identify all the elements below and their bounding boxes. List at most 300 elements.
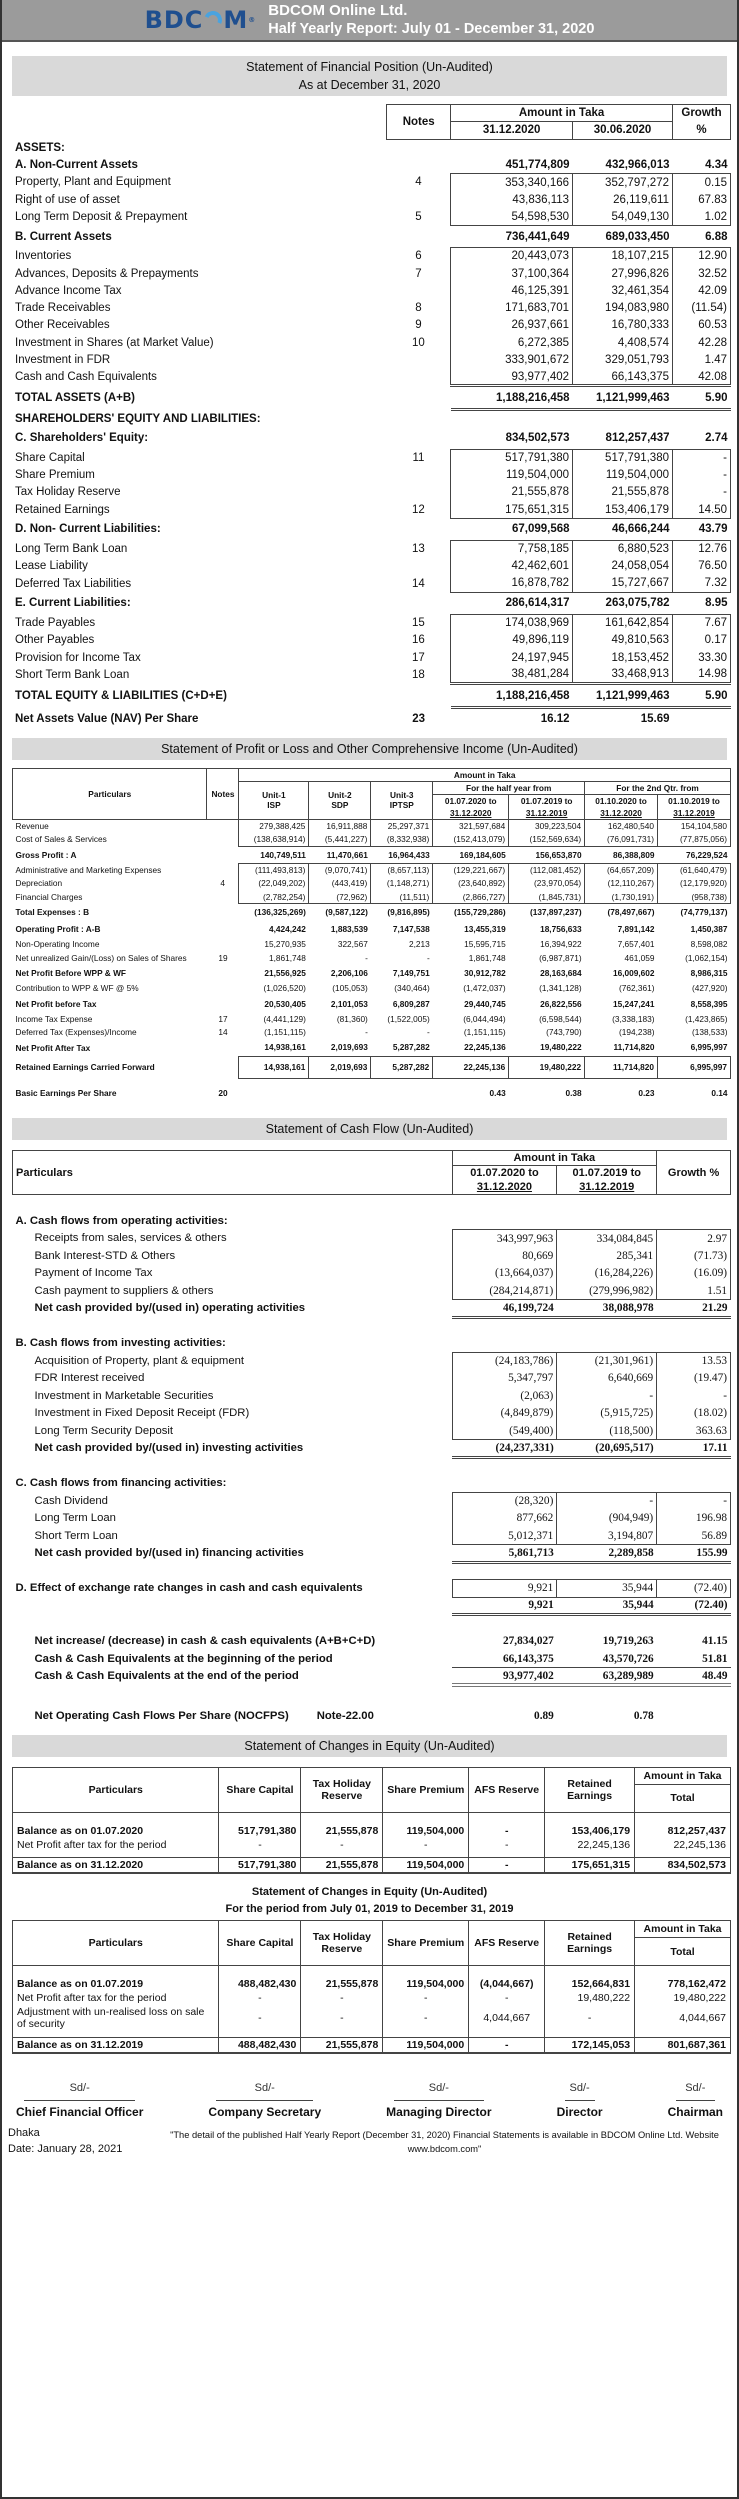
value-cell: 321,597,684	[433, 819, 509, 833]
value-cell: 21,556,925	[264, 968, 306, 979]
table-row	[12, 369, 731, 386]
row-label: Investment in FDR	[15, 354, 111, 366]
value-previous: 49,810,563	[573, 632, 673, 649]
value-growth: 14.50	[673, 501, 731, 518]
value-cell: 2,206,106	[330, 968, 368, 979]
value-previous: (16,284,226)	[557, 1265, 657, 1283]
table-row	[12, 248, 731, 265]
table-row	[13, 1838, 731, 1852]
value-growth: 43.79	[698, 523, 728, 536]
row-note	[207, 904, 239, 921]
section-heading: B. Cash flows from investing activities:	[15, 1337, 226, 1350]
value-cell: 7,149,751	[392, 968, 430, 979]
row-label: Investment in Fixed Deposit Receipt (FDR)	[34, 1407, 250, 1420]
col-particulars: Particulars	[13, 768, 207, 819]
value-previous: 689,033,450	[605, 230, 670, 243]
value-cell: 21,555,878	[301, 1812, 383, 1838]
value-previous: 161,642,854	[573, 614, 673, 631]
row-note: 12	[412, 503, 425, 516]
value-previous: 263,075,782	[605, 597, 670, 610]
value-cell: -	[219, 1838, 301, 1852]
table-row	[13, 1422, 731, 1440]
value-previous: 0.78	[633, 1709, 654, 1722]
row-note	[207, 890, 239, 904]
value-current: 16,878,782	[451, 575, 573, 592]
value-cell: (8,657,113)	[371, 863, 433, 877]
value-cell: 7,657,401	[617, 939, 655, 950]
row-label: Acquisition of Property, plant & equipment	[34, 1354, 245, 1367]
table-row	[12, 540, 731, 557]
row-label: Cash & Cash Equivalents at the end of the period	[34, 1670, 299, 1683]
value-current: 333,901,672	[451, 351, 573, 368]
row-note	[207, 938, 239, 952]
signature-block	[386, 2082, 491, 2119]
value-growth: 42.28	[673, 334, 731, 351]
row-label: Operating Profit : A-B	[15, 924, 101, 935]
value-previous: 66,143,375	[573, 369, 673, 386]
value-cell: 140,749,511	[260, 849, 306, 860]
value-cell: 30,912,782	[464, 968, 506, 979]
col-second-qtr: For the 2nd Qtr. from	[585, 781, 731, 794]
value-current: 27,834,027	[502, 1635, 554, 1648]
row-label: Investment in Shares (at Market Value)	[15, 336, 214, 349]
place: Dhaka	[8, 2126, 40, 2139]
value-cell	[239, 1078, 309, 1108]
value-cell: 21,555,878	[301, 2037, 383, 2053]
row-label: Financial Charges	[15, 891, 83, 902]
value-previous: 63,289,989	[557, 1668, 657, 1686]
table-row	[12, 666, 731, 683]
value-growth: 8.95	[705, 597, 728, 610]
signature-block	[208, 2082, 321, 2119]
value-cell: -	[427, 952, 430, 963]
row-label: Balance as on 01.07.2020	[13, 1812, 219, 1838]
table-row	[12, 518, 731, 540]
value-current: 5,861,713	[452, 1545, 557, 1563]
row-note: 13	[412, 543, 425, 556]
value-cell: 19,480,222	[635, 1991, 731, 2005]
col-date-2: 30.06.2020	[573, 122, 673, 139]
value-previous: 432,966,013	[605, 158, 670, 171]
col-half-year: For the half year from	[433, 781, 585, 794]
row-label: Retained Earnings Carried Forward	[15, 1062, 155, 1073]
row-label: Balance as on 31.12.2020	[13, 1858, 219, 1874]
table-row	[13, 877, 731, 891]
row-note	[207, 846, 239, 863]
value-cell: (1,151,115)	[264, 1027, 306, 1038]
value-cell: 0.14	[711, 1088, 728, 1099]
row-note	[207, 833, 239, 847]
value-growth: 76.50	[673, 558, 731, 575]
value-cell: -	[469, 1991, 545, 2005]
value-cell: (152,413,079)	[433, 833, 509, 847]
row-label: Advances, Deposits & Prepayments	[15, 267, 199, 280]
value-cell: (1,423,865)	[685, 1013, 728, 1024]
value-cell: 2,019,693	[330, 1042, 368, 1053]
row-label: Net Profit after tax for the period	[13, 1838, 219, 1852]
row-label: Advance Income Tax	[15, 284, 122, 297]
row-label: Gross Profit : A	[15, 849, 77, 860]
value-cell: 119,504,000	[383, 1812, 469, 1838]
row-label: Net cash provided by/(used in) investing activities	[34, 1442, 304, 1455]
row-note	[387, 518, 451, 540]
row-note	[387, 592, 451, 614]
row-note	[207, 921, 239, 938]
table-row	[12, 467, 731, 484]
row-label: Trade Receivables	[15, 302, 111, 315]
profit-loss-banner	[12, 738, 727, 760]
col-period-2: 01.07.2019 to	[509, 794, 585, 807]
row-label: Cash Dividend	[34, 1494, 108, 1507]
section-total	[13, 1440, 731, 1458]
value-cell	[309, 1078, 371, 1108]
value-current: 119,504,000	[451, 467, 573, 484]
col-date-1: 31.12.2020	[451, 122, 573, 139]
row-note: 10	[412, 336, 425, 349]
row-label: Inventories	[15, 250, 72, 263]
col-amount: Amount in Taka	[239, 768, 731, 781]
value-growth: 1.02	[673, 208, 731, 225]
value-cell: 156,653,870	[535, 849, 582, 860]
row-label: Net Profit before Tax	[15, 998, 97, 1009]
row-note	[387, 484, 451, 501]
table-row	[13, 819, 731, 833]
net-increase-row	[13, 1633, 731, 1651]
value-cell: (152,569,634)	[509, 833, 585, 847]
row-note: 20	[218, 1088, 228, 1099]
col-header: Share Capital	[219, 1921, 301, 1966]
row-label: Cash payment to suppliers & others	[34, 1284, 214, 1297]
value-cell: 1,450,387	[690, 924, 728, 935]
value-cell: 279,388,425	[239, 819, 309, 833]
value-cell: (340,464)	[394, 983, 430, 994]
value-cell: -	[427, 1027, 430, 1038]
company-name: BDCOM Online Ltd.	[268, 2, 408, 19]
col-header: Tax Holiday Reserve	[301, 1767, 383, 1812]
value-cell: -	[545, 2005, 635, 2031]
value-cell: (762,361)	[618, 983, 655, 994]
value-previous: 27,996,826	[573, 265, 673, 282]
value-previous: 35,944	[557, 1580, 657, 1598]
value-cell: -	[365, 952, 368, 963]
value-previous: 38,088,978	[557, 1300, 657, 1318]
value-growth: 5.90	[673, 386, 731, 410]
signature-block	[16, 2082, 143, 2119]
table-row	[12, 351, 731, 368]
value-current: (28,320)	[452, 1492, 557, 1510]
value-previous: 329,051,793	[573, 351, 673, 368]
col-unit-2: Unit-2 SDP	[309, 781, 371, 819]
value-growth: 33.30	[673, 649, 731, 666]
value-cell: 21,555,878	[301, 1858, 383, 1874]
value-cell: (9,070,741)	[309, 863, 371, 877]
value-current: 49,896,119	[451, 632, 573, 649]
value-cell: 169,184,605	[459, 849, 506, 860]
value-cell: (5,441,227)	[309, 833, 371, 847]
row-note: Note-22.00	[316, 1709, 374, 1722]
value-cell: -	[219, 1991, 301, 2005]
table-row	[13, 1247, 731, 1265]
value-current: 46,199,724	[452, 1300, 557, 1318]
date: Date: January 28, 2021	[8, 2142, 123, 2155]
value-growth: 13.53	[657, 1352, 731, 1370]
row-label: Net Operating Cash Flows Per Share (NOCFPS)	[34, 1709, 289, 1722]
value-current: 9,921	[452, 1580, 557, 1598]
value-growth: 41.15	[702, 1635, 728, 1648]
col-amount: Amount in Taka	[452, 1151, 657, 1166]
table-row	[13, 1056, 731, 1078]
value-cell: (4,044,667)	[469, 1966, 545, 1992]
value-current: 93,977,402	[452, 1668, 557, 1686]
value-cell: 834,502,573	[635, 1858, 731, 1874]
value-growth: 56.89	[657, 1527, 731, 1545]
value-cell: (22,049,202)	[239, 877, 309, 891]
value-cell: (2,782,254)	[239, 890, 309, 904]
value-cell: 11,714,820	[613, 1042, 655, 1053]
value-cell: 28,163,684	[540, 968, 582, 979]
value-cell: 19,480,222	[540, 1042, 582, 1053]
value-current: 54,598,530	[451, 208, 573, 225]
value-previous: 194,083,980	[573, 299, 673, 316]
col-total: Total	[635, 1938, 731, 1966]
value-cell: 517,791,380	[219, 1858, 301, 1874]
table-row	[13, 1527, 731, 1545]
value-cell: 4,044,667	[635, 2005, 731, 2031]
equity-heading: SHAREHOLDERS' EQUITY AND LIABILITIES:	[15, 412, 261, 425]
table-row	[13, 1387, 731, 1405]
value-cell: 2,101,053	[330, 998, 368, 1009]
value-cell: -	[383, 1838, 469, 1852]
nocfps-row	[13, 1707, 731, 1725]
col-amount: Amount in Taka	[635, 1921, 731, 1938]
row-label: Cash & Cash Equivalents at the beginning of the period	[34, 1652, 333, 1665]
value-cell: 162,480,540	[585, 819, 658, 833]
row-label: Total Expenses : B	[15, 907, 90, 918]
value-cell: 119,504,000	[383, 1966, 469, 1992]
value-growth: 51.81	[657, 1650, 731, 1668]
value-cell: (6,987,871)	[539, 952, 582, 963]
value-previous: 35,944	[557, 1597, 657, 1615]
value-previous: -	[557, 1492, 657, 1510]
col-period-1: 01.07.2020 to	[452, 1166, 557, 1181]
value-current: 9,921	[452, 1597, 557, 1615]
row-note: 9	[415, 319, 422, 332]
value-current: 171,683,701	[451, 299, 573, 316]
value-cell: 119,504,000	[383, 2037, 469, 2053]
row-label: FDR Interest received	[34, 1372, 145, 1385]
row-note	[387, 558, 451, 575]
value-cell: 13,455,319	[464, 924, 506, 935]
value-cell: 488,482,430	[219, 2037, 301, 2053]
value-cell: (112,081,452)	[509, 863, 585, 877]
table-row	[12, 449, 731, 466]
value-previous: 33,468,913	[573, 666, 673, 683]
value-cell: 0.23	[638, 1088, 655, 1099]
col-amount: Amount in Taka	[635, 1767, 731, 1784]
value-growth: 1.51	[657, 1282, 731, 1300]
signature-block	[668, 2082, 723, 2119]
row-label: Balance as on 31.12.2019	[13, 2037, 219, 2053]
signature-mark: Sd/-	[394, 2082, 483, 2101]
row-note	[387, 467, 451, 484]
row-note	[387, 369, 451, 386]
col-notes: Notes	[387, 105, 451, 140]
table-row	[12, 282, 731, 299]
value-growth: (72.40)	[657, 1597, 731, 1615]
table-row	[12, 501, 731, 518]
table-row	[12, 299, 731, 316]
table-row	[12, 208, 731, 225]
value-growth: 12.76	[673, 540, 731, 557]
value-cell: 322,567	[337, 939, 368, 950]
value-growth: 42.09	[673, 282, 731, 299]
table-row	[13, 904, 731, 921]
row-label: Depreciation	[15, 878, 63, 889]
table-row	[13, 921, 731, 938]
value-growth: -	[673, 467, 731, 484]
value-growth: 12.90	[673, 248, 731, 265]
value-cell: (1,730,191)	[585, 890, 658, 904]
value-previous: 6,640,669	[557, 1370, 657, 1388]
value-cell: -	[219, 2005, 301, 2031]
value-cell: (958,738)	[658, 890, 731, 904]
value-cell: 16,964,433	[388, 849, 430, 860]
value-growth: 1.47	[673, 351, 731, 368]
row-note	[207, 995, 239, 1012]
row-note	[207, 1039, 239, 1056]
row-label: Revenue	[15, 821, 49, 832]
table-row	[12, 156, 731, 173]
section-total	[13, 1300, 731, 1318]
value-cell: 2,213	[409, 939, 430, 950]
table-row	[13, 1039, 731, 1056]
col-notes: Notes	[207, 768, 239, 819]
value-growth: 0.15	[673, 174, 731, 191]
value-current: 517,791,380	[451, 449, 573, 466]
value-previous: (21,301,961)	[557, 1352, 657, 1370]
row-note: 4	[415, 176, 422, 189]
table-row	[13, 1492, 731, 1510]
row-note: 7	[415, 267, 422, 280]
row-note	[387, 386, 451, 410]
table-row	[13, 951, 731, 965]
row-label: Net unrealized Gain/(Loss) on Sales of Shares	[15, 952, 187, 963]
row-label: Net Profit after tax for the period	[13, 1991, 219, 2005]
value-current: 174,038,969	[451, 614, 573, 631]
col-total: Total	[635, 1784, 731, 1812]
value-current: 93,977,402	[451, 369, 573, 386]
row-note	[387, 351, 451, 368]
table-row	[12, 684, 731, 708]
value-current: 1,188,216,458	[451, 684, 573, 708]
table-row	[13, 846, 731, 863]
value-growth: 32.52	[673, 265, 731, 282]
row-note: 17	[412, 651, 425, 664]
value-current: 26,937,661	[451, 317, 573, 334]
beginning-row	[13, 1650, 731, 1668]
value-cell: 25,297,371	[371, 819, 433, 833]
value-cell: -	[469, 2037, 545, 2053]
value-cell: -	[383, 2005, 469, 2031]
value-cell: 172,145,053	[545, 2037, 635, 2053]
value-previous: (118,500)	[557, 1422, 657, 1440]
row-label: Administrative and Marketing Expenses	[15, 864, 162, 875]
row-note: 5	[415, 210, 422, 223]
value-cell: 20,530,405	[264, 998, 306, 1009]
row-note: 16	[412, 634, 425, 647]
value-growth: 155.99	[657, 1545, 731, 1563]
value-cell: (23,970,054)	[509, 877, 585, 891]
row-note	[387, 282, 451, 299]
value-previous: 43,570,726	[557, 1650, 657, 1668]
value-previous: 46,666,244	[611, 523, 670, 536]
value-cell: (1,026,520)	[263, 983, 306, 994]
value-cell: (1,472,037)	[463, 983, 506, 994]
value-current: 7,758,185	[451, 540, 573, 557]
value-previous: 352,797,272	[573, 174, 673, 191]
table-row	[13, 2005, 731, 2031]
row-note	[387, 684, 451, 708]
col-period-2: 01.07.2019 to	[557, 1166, 657, 1181]
row-label: C. Shareholders' Equity:	[15, 432, 149, 445]
value-cell: -	[469, 1812, 545, 1838]
value-cell: 19,480,222	[509, 1056, 585, 1078]
table-row	[13, 1858, 731, 1874]
value-cell: 14,938,161	[264, 1042, 306, 1053]
row-label: Cash and Cash Equivalents	[15, 371, 157, 384]
signatory-role: Chairman	[667, 2104, 723, 2119]
row-note: 14	[218, 1027, 228, 1038]
value-previous: 334,084,845	[557, 1230, 657, 1248]
value-growth: 2.74	[705, 432, 728, 444]
value-previous: 19,719,263	[602, 1635, 654, 1648]
value-cell: (136,325,269)	[254, 907, 306, 918]
col-header: Share Capital	[219, 1767, 301, 1812]
col-header: Retained Earnings	[545, 1767, 635, 1812]
value-current: 175,651,315	[451, 501, 573, 518]
section-title: Statement of Changes in Equity (Un-Audited)	[244, 1738, 495, 1753]
value-cell: 22,245,136	[635, 1838, 731, 1852]
row-label: TOTAL ASSETS (A+B)	[15, 391, 136, 404]
signature-block	[557, 2082, 603, 2119]
row-note: 11	[412, 451, 425, 464]
table-row	[13, 965, 731, 982]
value-growth: (19.47)	[657, 1370, 731, 1388]
row-label: Long Term Security Deposit	[34, 1424, 174, 1437]
col-header: Particulars	[13, 1767, 219, 1812]
row-label: Bank Interest-STD & Others	[34, 1249, 176, 1262]
row-label: Provision for Income Tax	[15, 651, 141, 664]
value-previous: 54,049,130	[573, 208, 673, 225]
value-cell: 16,911,888	[309, 819, 371, 833]
value-previous: 3,194,807	[557, 1527, 657, 1545]
value-cell: 8,598,082	[690, 939, 728, 950]
table-row	[13, 1370, 731, 1388]
row-label: Trade Payables	[15, 616, 96, 629]
ending-row	[13, 1668, 731, 1686]
value-cell: -	[469, 1838, 545, 1852]
assets-heading: ASSETS:	[15, 141, 65, 154]
value-growth: 4.34	[705, 158, 728, 171]
table-row	[13, 1230, 731, 1248]
value-cell: (4,441,129)	[263, 1013, 306, 1024]
row-label: Tax Holiday Reserve	[15, 486, 121, 499]
value-previous: (5,915,725)	[557, 1405, 657, 1423]
value-previous: 6,880,523	[573, 540, 673, 557]
table-row	[12, 174, 731, 191]
value-growth: 7.67	[673, 614, 731, 631]
value-cell: (23,640,892)	[433, 877, 509, 891]
